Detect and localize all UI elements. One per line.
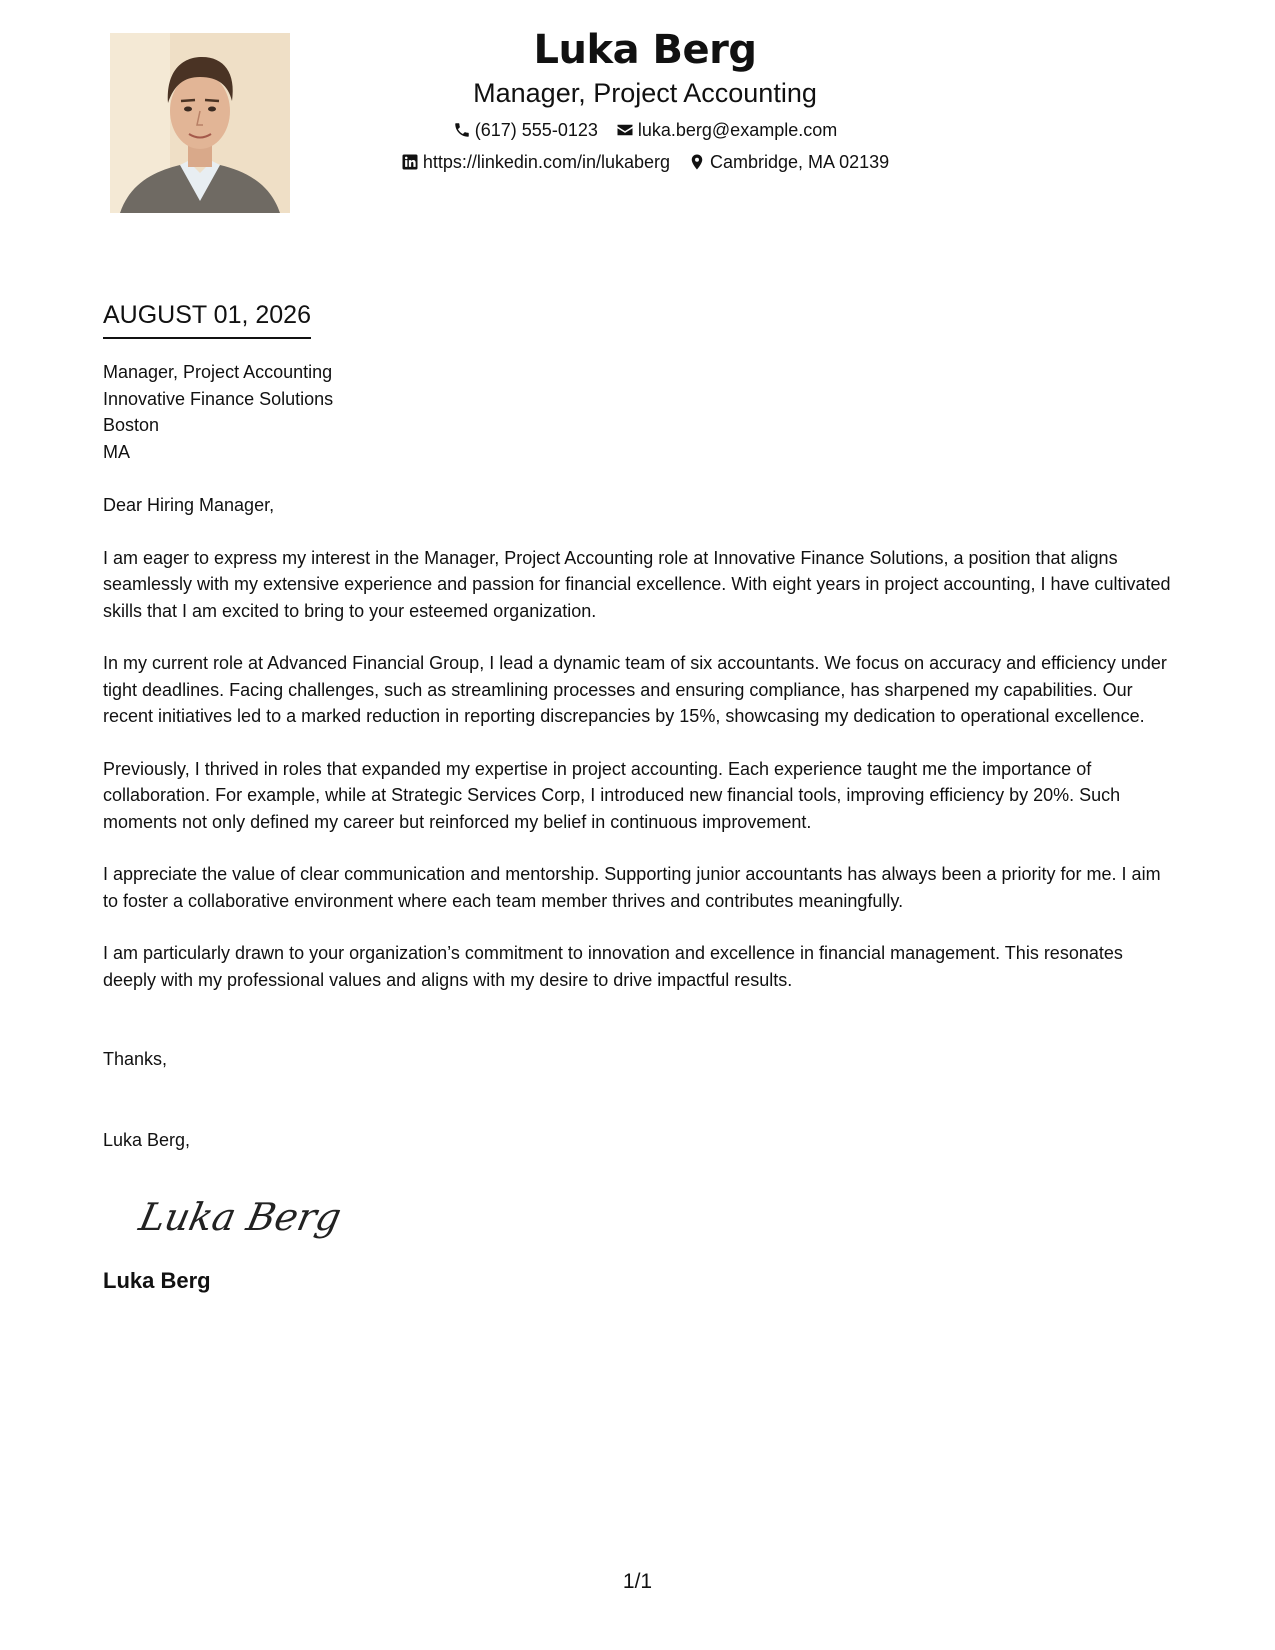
recipient-line: Innovative Finance Solutions	[103, 388, 334, 409]
candidate-name: Luka Berg	[533, 27, 757, 73]
body-paragraph: I am particularly drawn to your organization’s commitment to innovation and excellence in financial management. This resonates deeply with my professional values and aligns with my desire to drive impactful results.	[103, 943, 1123, 990]
header	[300, 22, 990, 173]
letter-date: AUGUST 01, 2026	[103, 299, 311, 339]
body-paragraph: I appreciate the value of clear communication and mentorship. Supporting junior accountants has always been a priority for me. I aim to foster a collaborative environment where each team member thrives and contributes meaningfully.	[103, 864, 1161, 911]
body-paragraph: I am eager to express my interest in the Manager, Project Accounting role at Innovative Finance Solutions, a position that aligns seamlessly with my extensive experience and passion for financial excellence. With eight years in project accounting, I have cultivated skills that I am excited to bring to your esteemed organization.	[103, 547, 1171, 621]
location-text: Cambridge, MA 02139	[710, 152, 890, 172]
recipient-line: Manager, Project Accounting	[103, 362, 333, 382]
candidate-title: Manager, Project Accounting	[473, 78, 817, 108]
letter-body	[103, 492, 1178, 1019]
contact-email[interactable]	[616, 119, 837, 141]
contact-linkedin[interactable]	[401, 151, 670, 173]
signature-text: Luka Berg	[135, 1195, 345, 1240]
linkedin-icon	[401, 153, 419, 171]
recipient-block	[103, 359, 333, 465]
closing: Thanks,	[103, 1049, 168, 1069]
profile-photo	[110, 33, 290, 213]
recipient-line: Boston	[103, 415, 160, 435]
contact-phone[interactable]	[453, 119, 598, 141]
signed-name: Luka Berg	[103, 1268, 211, 1293]
body-paragraph: In my current role at Advanced Financial Group, I lead a dynamic team of six accountants. We focus on accuracy and efficiency under tight deadlines. Facing challenges, such as streamlining processes and ensuring compliance, has sharpened my capabilities. Our recent initiatives led to a marked reduction in reporting discrepancies by 15%, showcasing my dedication to operational excellence.	[103, 653, 1167, 726]
recipient-line: MA	[103, 441, 130, 462]
email-text: luka.berg@example.com	[637, 120, 838, 140]
envelope-icon	[616, 121, 634, 139]
phone-text: (617) 555-0123	[474, 120, 598, 140]
contact-line-2	[300, 151, 990, 173]
linkedin-text: https://linkedin.com/in/lukaberg	[422, 152, 671, 172]
map-pin-icon	[688, 153, 706, 171]
signature-image	[135, 1180, 345, 1255]
salutation: Dear Hiring Manager,	[103, 495, 275, 515]
contact-line-1	[300, 119, 990, 141]
body-paragraph: Previously, I thrived in roles that expanded my expertise in project accounting. Each experience taught me the importance of collaboration. For example, while at Strategic Services Corp, I introduced new financial tools, improving efficiency by 20%. Such moments not only defined my career but reinforced my belief in continuous improvement.	[103, 758, 1121, 832]
phone-icon	[453, 121, 471, 139]
signoff-name: Luka Berg,	[103, 1130, 191, 1150]
contact-location	[688, 151, 889, 173]
page-number: 1/1	[622, 1570, 653, 1593]
